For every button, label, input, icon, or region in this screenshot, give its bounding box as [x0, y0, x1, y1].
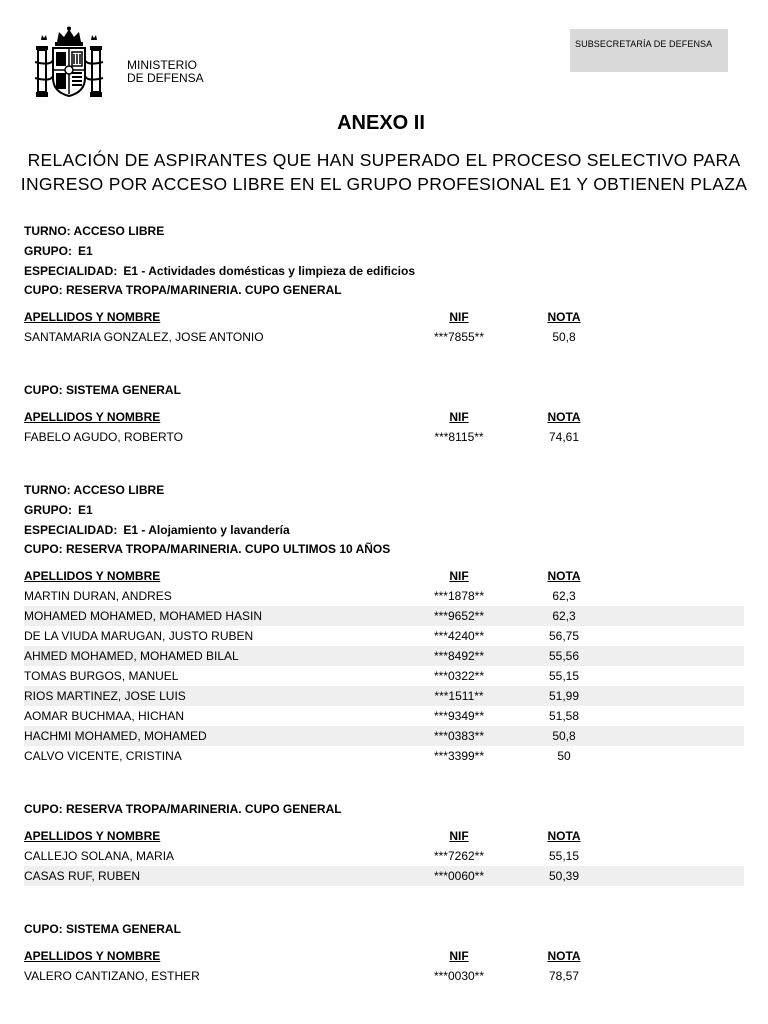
candidate-nif: ***0060**: [433, 868, 485, 883]
table-row: [24, 327, 744, 347]
column-header-nif: NIF: [449, 409, 469, 424]
column-header-name: APELLIDOS Y NOMBRE: [24, 569, 161, 584]
table-header: [24, 826, 744, 846]
table-row: [24, 726, 744, 746]
candidate-nif: ***9349**: [433, 709, 485, 724]
candidate-nif: ***0030**: [433, 968, 485, 983]
candidate-nota: 50: [557, 749, 571, 764]
candidate-nota: 78,57: [548, 968, 580, 983]
section-spacer: [24, 447, 744, 481]
candidate-nota: 62,3: [552, 609, 576, 624]
candidate-nif: ***7855**: [433, 330, 485, 345]
table-header: [24, 307, 744, 327]
candidate-nif: ***1878**: [433, 589, 485, 604]
column-header-nota: NOTA: [547, 569, 581, 584]
section-spacer: [24, 766, 744, 800]
candidate-name: TOMAS BURGOS, MANUEL: [24, 669, 179, 684]
candidate-nota: 74,61: [548, 429, 580, 444]
candidate-nota: 50,8: [552, 729, 576, 744]
document-title: [0, 148, 768, 196]
candidate-nif: ***9652**: [433, 609, 485, 624]
column-header-nif: NIF: [449, 310, 469, 325]
column-header-name: APELLIDOS Y NOMBRE: [24, 948, 161, 963]
column-header-name: APELLIDOS Y NOMBRE: [24, 310, 161, 325]
column-header-nif: NIF: [449, 569, 469, 584]
candidate-name: HACHMI MOHAMED, MOHAMED: [24, 729, 207, 744]
candidate-name: AOMAR BUCHMAA, HICHAN: [24, 709, 185, 724]
especialidad-value: E1 - Actividades domésticas y limpieza de edificios: [123, 263, 416, 278]
specialty-section: [24, 222, 744, 447]
table-header: [24, 946, 744, 966]
table-row: [24, 746, 744, 766]
candidate-name: DE LA VIUDA MARUGAN, JUSTO RUBEN: [24, 629, 254, 644]
candidate-nif: ***1511**: [434, 689, 484, 704]
grupo-value: E1: [78, 243, 93, 258]
subsecretaria-box: [570, 29, 728, 72]
subsecretaria-label: SUBSECRETARÍA DE DEFENSA: [575, 39, 713, 49]
section-spacer: [24, 886, 744, 920]
table-row: [24, 586, 744, 606]
results-content: [24, 222, 744, 986]
document-title-line-2: INGRESO POR ACCESO LIBRE EN EL GRUPO PROFESIONAL E1 Y OBTIENEN PLAZA: [20, 174, 748, 194]
candidate-name: AHMED MOHAMED, MOHAMED BILAL: [24, 649, 239, 664]
candidate-nif: ***0383**: [433, 729, 485, 744]
table-row: [24, 626, 744, 646]
candidate-nif: ***0322**: [433, 669, 485, 684]
table-row: [24, 606, 744, 626]
candidate-nota: 50,39: [548, 868, 580, 883]
candidate-name: CASAS RUF, RUBEN: [24, 868, 141, 883]
cupo-line: CUPO: RESERVA TROPA/MARINERIA. CUPO ULTIMOS 10 AÑOS: [24, 542, 391, 557]
document-header: [0, 0, 768, 110]
especialidad-line: [24, 521, 744, 541]
table-row: [24, 706, 744, 726]
candidate-nif: ***7262**: [433, 848, 485, 863]
table-row: [24, 686, 744, 706]
candidate-nif: ***4240**: [433, 629, 485, 644]
specialty-section: [24, 481, 744, 986]
grupo-line: [24, 242, 744, 262]
coat-of-arms-of-spain-icon: [33, 26, 105, 104]
column-header-nota: NOTA: [547, 948, 581, 963]
especialidad-label: ESPECIALIDAD:: [24, 522, 118, 537]
annex-title: ANEXO II: [337, 112, 425, 134]
candidate-name: MOHAMED MOHAMED, MOHAMED HASIN: [24, 609, 263, 624]
cupo-line: CUPO: SISTEMA GENERAL: [24, 383, 181, 398]
grupo-value: E1: [78, 502, 93, 517]
table-row: [24, 966, 744, 986]
ministry-line-2: DE DEFENSA: [127, 71, 204, 85]
cupo-line: CUPO: RESERVA TROPA/MARINERIA. CUPO GENERAL: [24, 283, 342, 298]
column-header-nif: NIF: [449, 828, 469, 843]
ministry-name: [127, 59, 204, 85]
especialidad-label: ESPECIALIDAD:: [24, 263, 118, 278]
column-header-nif: NIF: [449, 948, 469, 963]
table-row: [24, 427, 744, 447]
column-header-nota: NOTA: [547, 828, 581, 843]
candidate-name: SANTAMARIA GONZALEZ, JOSE ANTONIO: [24, 330, 264, 345]
candidate-name: MARTIN DURAN, ANDRES: [24, 589, 172, 604]
candidate-nota: 51,58: [548, 709, 580, 724]
especialidad-line: [24, 262, 744, 282]
candidate-nota: 62,3: [552, 589, 576, 604]
table-row: [24, 866, 744, 886]
table-row: [24, 846, 744, 866]
grupo-label: GRUPO:: [24, 502, 72, 517]
candidate-nota: 55,15: [548, 669, 580, 684]
table-row: [24, 666, 744, 686]
candidate-nota: 55,56: [548, 649, 580, 664]
column-header-name: APELLIDOS Y NOMBRE: [24, 409, 161, 424]
candidate-name: VALERO CANTIZANO, ESTHER: [24, 968, 200, 983]
turno-line: TURNO: ACCESO LIBRE: [24, 482, 165, 497]
candidate-name: CALLEJO SOLANA, MARIA: [24, 848, 175, 863]
candidate-name: RIOS MARTINEZ, JOSE LUIS: [24, 689, 186, 704]
grupo-line: [24, 501, 744, 521]
candidate-nif: ***3399**: [433, 749, 485, 764]
cupo-line: CUPO: RESERVA TROPA/MARINERIA. CUPO GENERAL: [24, 802, 342, 817]
candidate-name: CALVO VICENTE, CRISTINA: [24, 749, 182, 764]
candidate-nota: 56,75: [548, 629, 580, 644]
table-header: [24, 407, 744, 427]
ministry-line-1: MINISTERIO: [127, 58, 198, 72]
candidate-nota: 50,8: [552, 330, 576, 345]
column-header-nota: NOTA: [547, 409, 581, 424]
table-header: [24, 566, 744, 586]
candidate-nif: ***8115**: [434, 429, 484, 444]
column-header-name: APELLIDOS Y NOMBRE: [24, 828, 161, 843]
table-row: [24, 646, 744, 666]
column-header-nota: NOTA: [547, 310, 581, 325]
candidate-name: FABELO AGUDO, ROBERTO: [24, 429, 183, 444]
candidate-nif: ***8492**: [433, 649, 485, 664]
turno-line: TURNO: ACCESO LIBRE: [24, 224, 165, 238]
document-title-line-1: RELACIÓN DE ASPIRANTES QUE HAN SUPERADO EL PROCESO SELECTIVO PARA: [27, 150, 741, 170]
cupo-line: CUPO: SISTEMA GENERAL: [24, 921, 181, 936]
especialidad-value: E1 - Alojamiento y lavandería: [123, 522, 290, 537]
grupo-label: GRUPO:: [24, 243, 72, 258]
section-spacer: [24, 347, 744, 381]
candidate-nota: 51,99: [548, 689, 580, 704]
candidate-nota: 55,15: [548, 848, 580, 863]
